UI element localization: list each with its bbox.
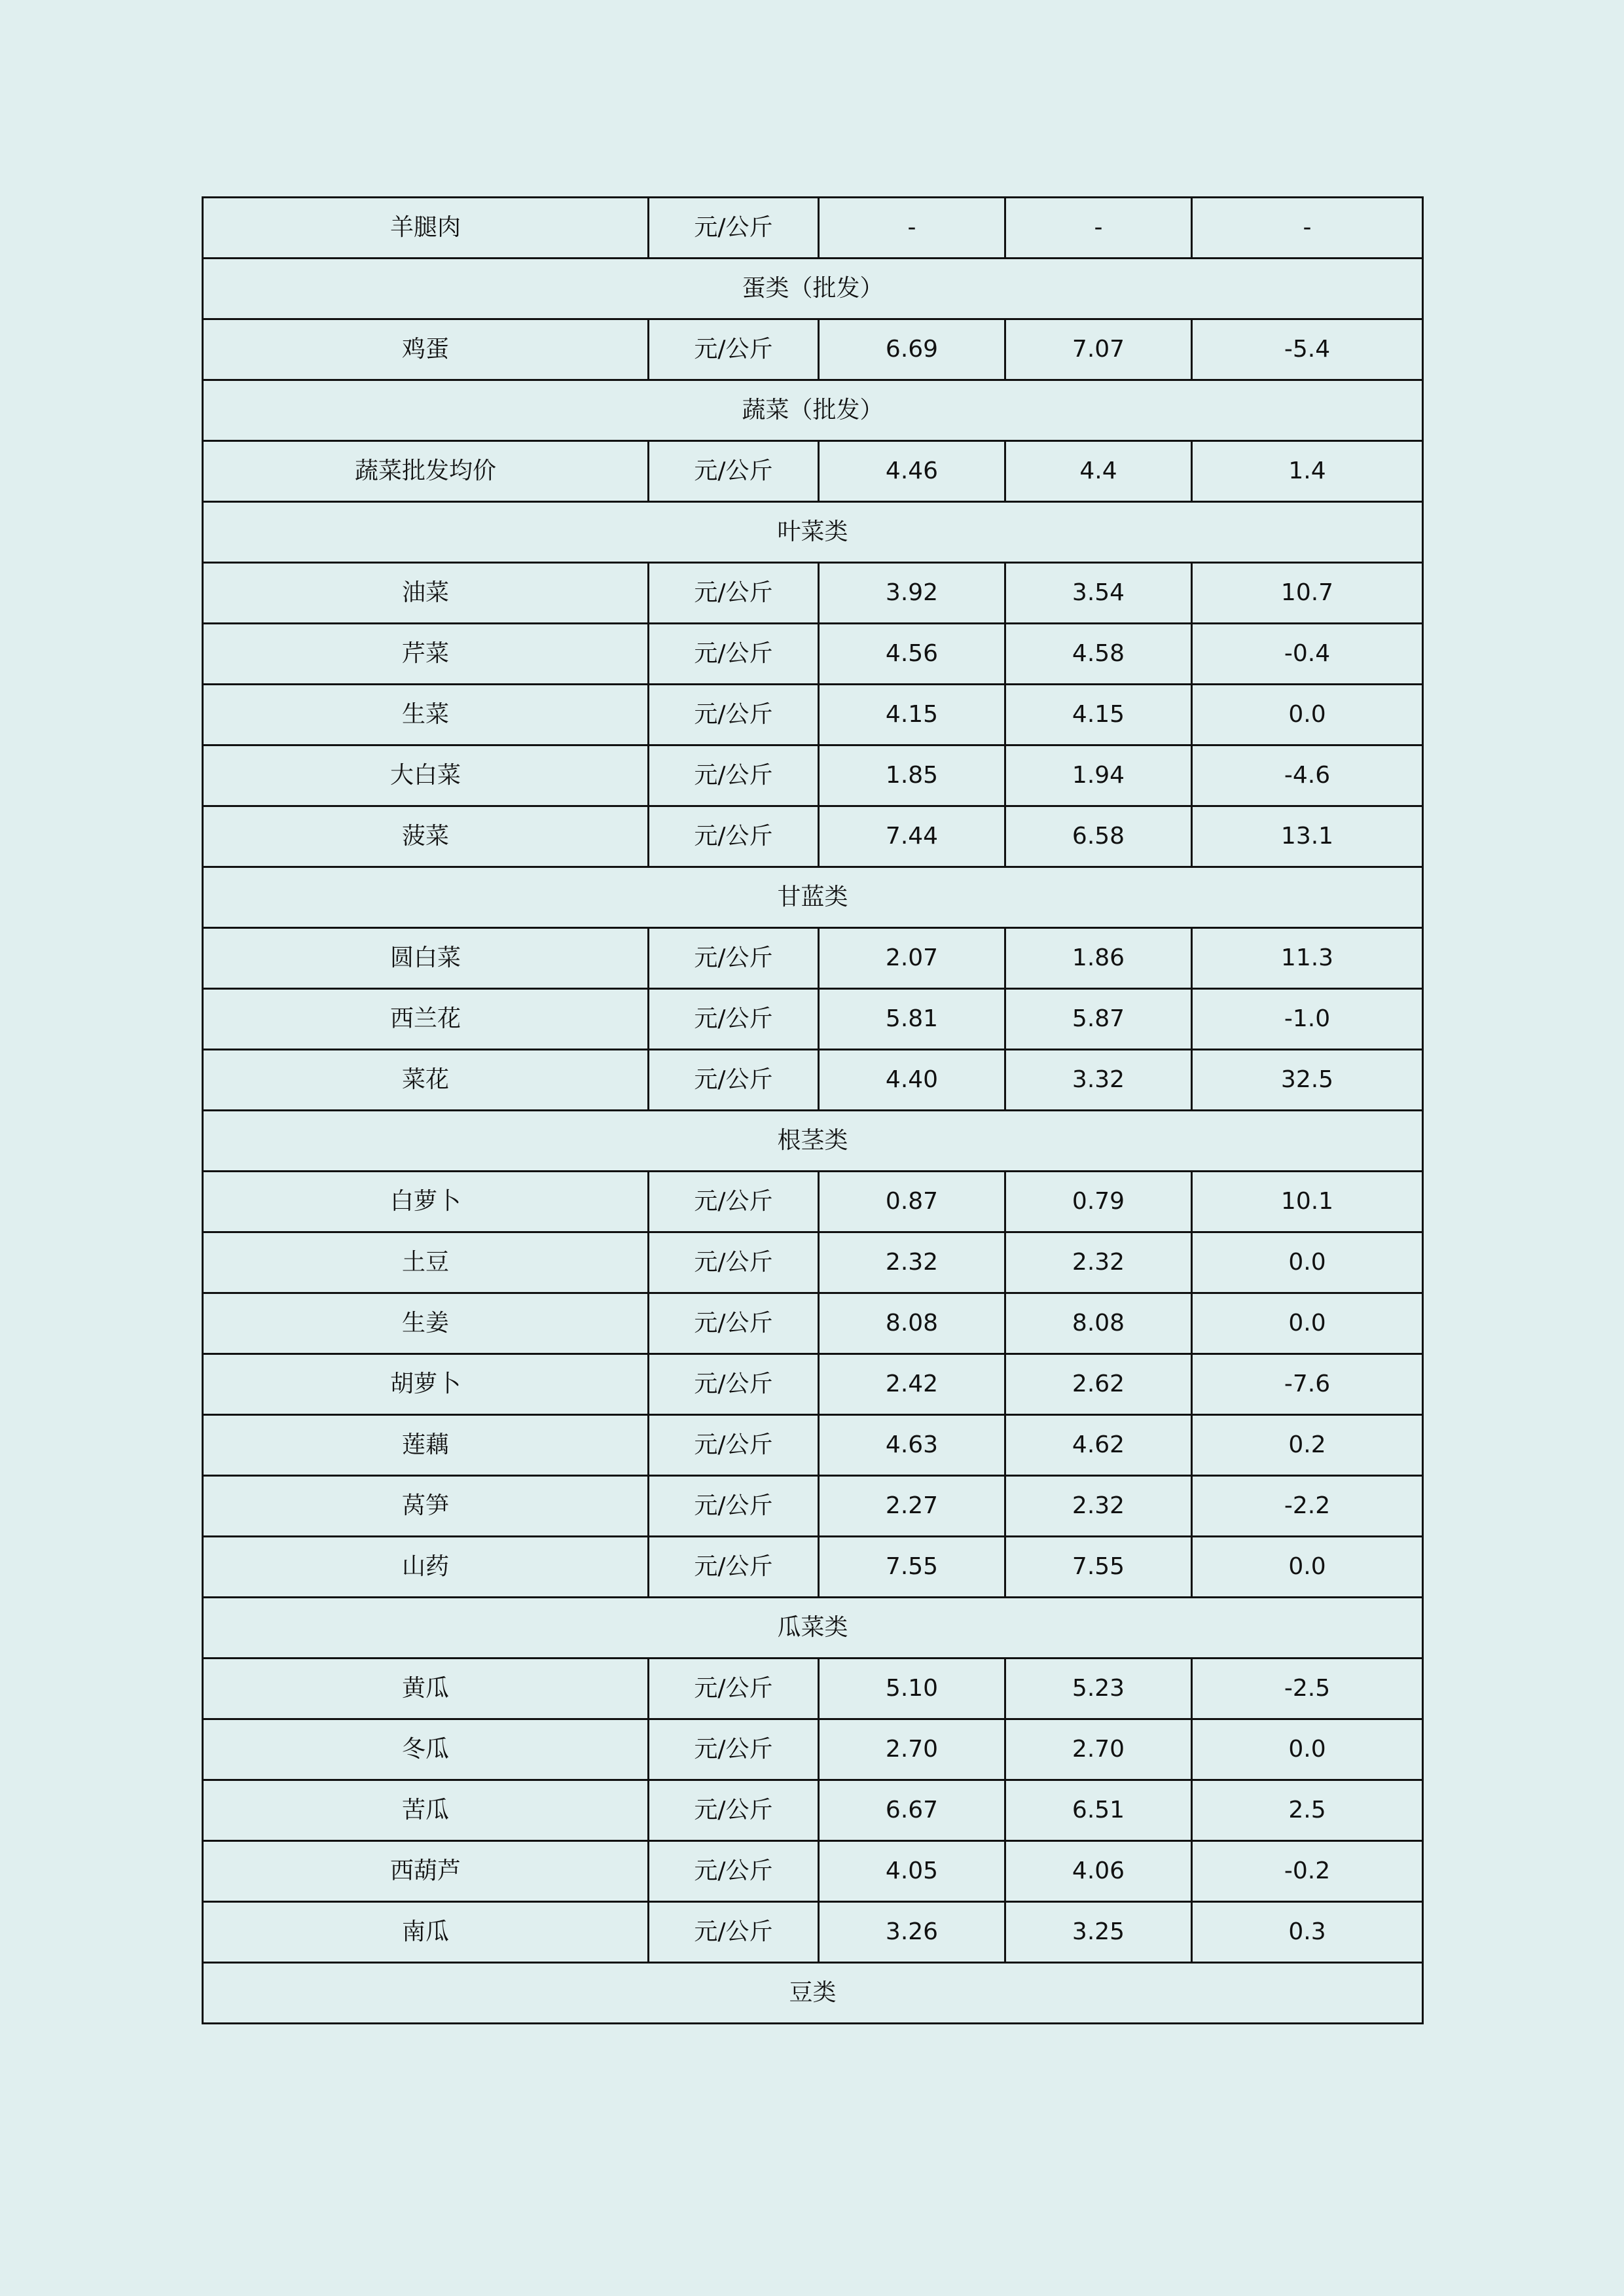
unit-cell: 元/公斤 bbox=[649, 624, 819, 685]
item-name-cell: 鸡蛋 bbox=[203, 319, 649, 380]
current-price-cell: 4.56 bbox=[819, 624, 1005, 685]
table-row bbox=[203, 806, 1423, 867]
section-header-row bbox=[203, 259, 1423, 319]
change-percent-cell: 0.0 bbox=[1192, 1719, 1423, 1780]
table-row bbox=[203, 1780, 1423, 1841]
table-row bbox=[203, 1172, 1423, 1232]
item-name-cell: 大白菜 bbox=[203, 745, 649, 806]
change-percent-cell: -0.2 bbox=[1192, 1841, 1423, 1902]
previous-price-cell: 5.87 bbox=[1005, 989, 1192, 1050]
section-label: 蔬菜（批发） bbox=[203, 380, 1423, 441]
item-name-cell: 南瓜 bbox=[203, 1902, 649, 1963]
section-label: 根茎类 bbox=[203, 1111, 1423, 1172]
table-row bbox=[203, 1476, 1423, 1537]
section-label: 甘蓝类 bbox=[203, 867, 1423, 928]
current-price-cell: 6.69 bbox=[819, 319, 1005, 380]
current-price-cell: 1.85 bbox=[819, 745, 1005, 806]
item-name-cell: 莴笋 bbox=[203, 1476, 649, 1537]
previous-price-cell: 3.54 bbox=[1005, 563, 1192, 624]
table-row bbox=[203, 1537, 1423, 1598]
previous-price-cell: 2.70 bbox=[1005, 1719, 1192, 1780]
item-name-cell: 蔬菜批发均价 bbox=[203, 441, 649, 502]
unit-cell: 元/公斤 bbox=[649, 1232, 819, 1293]
price-table-body bbox=[203, 198, 1423, 2024]
current-price-cell: 7.44 bbox=[819, 806, 1005, 867]
previous-price-cell: 3.25 bbox=[1005, 1902, 1192, 1963]
previous-price-cell: 4.58 bbox=[1005, 624, 1192, 685]
previous-price-cell: 0.79 bbox=[1005, 1172, 1192, 1232]
previous-price-cell: 8.08 bbox=[1005, 1293, 1192, 1354]
previous-price-cell: - bbox=[1005, 198, 1192, 259]
item-name-cell: 菠菜 bbox=[203, 806, 649, 867]
previous-price-cell: 2.62 bbox=[1005, 1354, 1192, 1415]
table-row bbox=[203, 928, 1423, 989]
unit-cell: 元/公斤 bbox=[649, 1293, 819, 1354]
section-label: 瓜菜类 bbox=[203, 1598, 1423, 1659]
change-percent-cell: 0.0 bbox=[1192, 1293, 1423, 1354]
section-header-row bbox=[203, 380, 1423, 441]
unit-cell: 元/公斤 bbox=[649, 1172, 819, 1232]
unit-cell: 元/公斤 bbox=[649, 1537, 819, 1598]
current-price-cell: 2.70 bbox=[819, 1719, 1005, 1780]
change-percent-cell: 1.4 bbox=[1192, 441, 1423, 502]
current-price-cell: 0.87 bbox=[819, 1172, 1005, 1232]
item-name-cell: 油菜 bbox=[203, 563, 649, 624]
unit-cell: 元/公斤 bbox=[649, 989, 819, 1050]
section-header-row bbox=[203, 1963, 1423, 2024]
change-percent-cell: 0.3 bbox=[1192, 1902, 1423, 1963]
current-price-cell: 4.05 bbox=[819, 1841, 1005, 1902]
change-percent-cell: -2.5 bbox=[1192, 1659, 1423, 1719]
section-header-row bbox=[203, 867, 1423, 928]
item-name-cell: 生姜 bbox=[203, 1293, 649, 1354]
unit-cell: 元/公斤 bbox=[649, 1354, 819, 1415]
table-row bbox=[203, 1293, 1423, 1354]
current-price-cell: 6.67 bbox=[819, 1780, 1005, 1841]
unit-cell: 元/公斤 bbox=[649, 1659, 819, 1719]
change-percent-cell: 11.3 bbox=[1192, 928, 1423, 989]
current-price-cell: 4.46 bbox=[819, 441, 1005, 502]
change-percent-cell: -1.0 bbox=[1192, 989, 1423, 1050]
section-header-row bbox=[203, 1598, 1423, 1659]
previous-price-cell: 2.32 bbox=[1005, 1476, 1192, 1537]
unit-cell: 元/公斤 bbox=[649, 1415, 819, 1476]
current-price-cell: 3.92 bbox=[819, 563, 1005, 624]
table-row bbox=[203, 1232, 1423, 1293]
table-row bbox=[203, 1415, 1423, 1476]
change-percent-cell: -7.6 bbox=[1192, 1354, 1423, 1415]
table-row bbox=[203, 1719, 1423, 1780]
item-name-cell: 西兰花 bbox=[203, 989, 649, 1050]
previous-price-cell: 6.58 bbox=[1005, 806, 1192, 867]
table-row bbox=[203, 563, 1423, 624]
section-label: 蛋类（批发） bbox=[203, 259, 1423, 319]
table-row bbox=[203, 685, 1423, 745]
item-name-cell: 芹菜 bbox=[203, 624, 649, 685]
previous-price-cell: 4.62 bbox=[1005, 1415, 1192, 1476]
table-row bbox=[203, 1659, 1423, 1719]
change-percent-cell: 32.5 bbox=[1192, 1050, 1423, 1111]
table-row bbox=[203, 441, 1423, 502]
section-label: 叶菜类 bbox=[203, 502, 1423, 563]
current-price-cell: 2.32 bbox=[819, 1232, 1005, 1293]
item-name-cell: 菜花 bbox=[203, 1050, 649, 1111]
unit-cell: 元/公斤 bbox=[649, 1780, 819, 1841]
item-name-cell: 生菜 bbox=[203, 685, 649, 745]
item-name-cell: 西葫芦 bbox=[203, 1841, 649, 1902]
item-name-cell: 冬瓜 bbox=[203, 1719, 649, 1780]
change-percent-cell: 0.2 bbox=[1192, 1415, 1423, 1476]
unit-cell: 元/公斤 bbox=[649, 806, 819, 867]
current-price-cell: 4.63 bbox=[819, 1415, 1005, 1476]
current-price-cell: 4.15 bbox=[819, 685, 1005, 745]
current-price-cell: 8.08 bbox=[819, 1293, 1005, 1354]
item-name-cell: 莲藕 bbox=[203, 1415, 649, 1476]
unit-cell: 元/公斤 bbox=[649, 1476, 819, 1537]
previous-price-cell: 4.15 bbox=[1005, 685, 1192, 745]
unit-cell: 元/公斤 bbox=[649, 685, 819, 745]
unit-cell: 元/公斤 bbox=[649, 745, 819, 806]
table-row bbox=[203, 624, 1423, 685]
current-price-cell: 5.10 bbox=[819, 1659, 1005, 1719]
item-name-cell: 圆白菜 bbox=[203, 928, 649, 989]
section-header-row bbox=[203, 502, 1423, 563]
previous-price-cell: 6.51 bbox=[1005, 1780, 1192, 1841]
unit-cell: 元/公斤 bbox=[649, 319, 819, 380]
item-name-cell: 土豆 bbox=[203, 1232, 649, 1293]
table-row bbox=[203, 745, 1423, 806]
previous-price-cell: 7.07 bbox=[1005, 319, 1192, 380]
current-price-cell: 2.27 bbox=[819, 1476, 1005, 1537]
change-percent-cell: 0.0 bbox=[1192, 1537, 1423, 1598]
current-price-cell: 3.26 bbox=[819, 1902, 1005, 1963]
table-row bbox=[203, 1902, 1423, 1963]
section-label: 豆类 bbox=[203, 1963, 1423, 2024]
change-percent-cell: 13.1 bbox=[1192, 806, 1423, 867]
unit-cell: 元/公斤 bbox=[649, 1719, 819, 1780]
previous-price-cell: 2.32 bbox=[1005, 1232, 1192, 1293]
change-percent-cell: -0.4 bbox=[1192, 624, 1423, 685]
unit-cell: 元/公斤 bbox=[649, 1902, 819, 1963]
change-percent-cell: 0.0 bbox=[1192, 1232, 1423, 1293]
unit-cell: 元/公斤 bbox=[649, 928, 819, 989]
current-price-cell: - bbox=[819, 198, 1005, 259]
item-name-cell: 山药 bbox=[203, 1537, 649, 1598]
unit-cell: 元/公斤 bbox=[649, 563, 819, 624]
unit-cell: 元/公斤 bbox=[649, 198, 819, 259]
table-row bbox=[203, 198, 1423, 259]
change-percent-cell: -2.2 bbox=[1192, 1476, 1423, 1537]
previous-price-cell: 1.86 bbox=[1005, 928, 1192, 989]
change-percent-cell: 10.7 bbox=[1192, 563, 1423, 624]
current-price-cell: 4.40 bbox=[819, 1050, 1005, 1111]
table-row bbox=[203, 1354, 1423, 1415]
table-row bbox=[203, 1050, 1423, 1111]
change-percent-cell: 2.5 bbox=[1192, 1780, 1423, 1841]
current-price-cell: 7.55 bbox=[819, 1537, 1005, 1598]
item-name-cell: 苦瓜 bbox=[203, 1780, 649, 1841]
previous-price-cell: 5.23 bbox=[1005, 1659, 1192, 1719]
table-row bbox=[203, 989, 1423, 1050]
unit-cell: 元/公斤 bbox=[649, 1841, 819, 1902]
change-percent-cell: -5.4 bbox=[1192, 319, 1423, 380]
item-name-cell: 胡萝卜 bbox=[203, 1354, 649, 1415]
table-row bbox=[203, 1841, 1423, 1902]
unit-cell: 元/公斤 bbox=[649, 441, 819, 502]
item-name-cell: 黄瓜 bbox=[203, 1659, 649, 1719]
change-percent-cell: -4.6 bbox=[1192, 745, 1423, 806]
previous-price-cell: 3.32 bbox=[1005, 1050, 1192, 1111]
change-percent-cell: 0.0 bbox=[1192, 685, 1423, 745]
unit-cell: 元/公斤 bbox=[649, 1050, 819, 1111]
change-percent-cell: - bbox=[1192, 198, 1423, 259]
item-name-cell: 白萝卜 bbox=[203, 1172, 649, 1232]
previous-price-cell: 7.55 bbox=[1005, 1537, 1192, 1598]
previous-price-cell: 1.94 bbox=[1005, 745, 1192, 806]
current-price-cell: 5.81 bbox=[819, 989, 1005, 1050]
price-table bbox=[202, 196, 1424, 2024]
table-row bbox=[203, 319, 1423, 380]
previous-price-cell: 4.06 bbox=[1005, 1841, 1192, 1902]
change-percent-cell: 10.1 bbox=[1192, 1172, 1423, 1232]
item-name-cell: 羊腿肉 bbox=[203, 198, 649, 259]
previous-price-cell: 4.4 bbox=[1005, 441, 1192, 502]
section-header-row bbox=[203, 1111, 1423, 1172]
current-price-cell: 2.42 bbox=[819, 1354, 1005, 1415]
current-price-cell: 2.07 bbox=[819, 928, 1005, 989]
